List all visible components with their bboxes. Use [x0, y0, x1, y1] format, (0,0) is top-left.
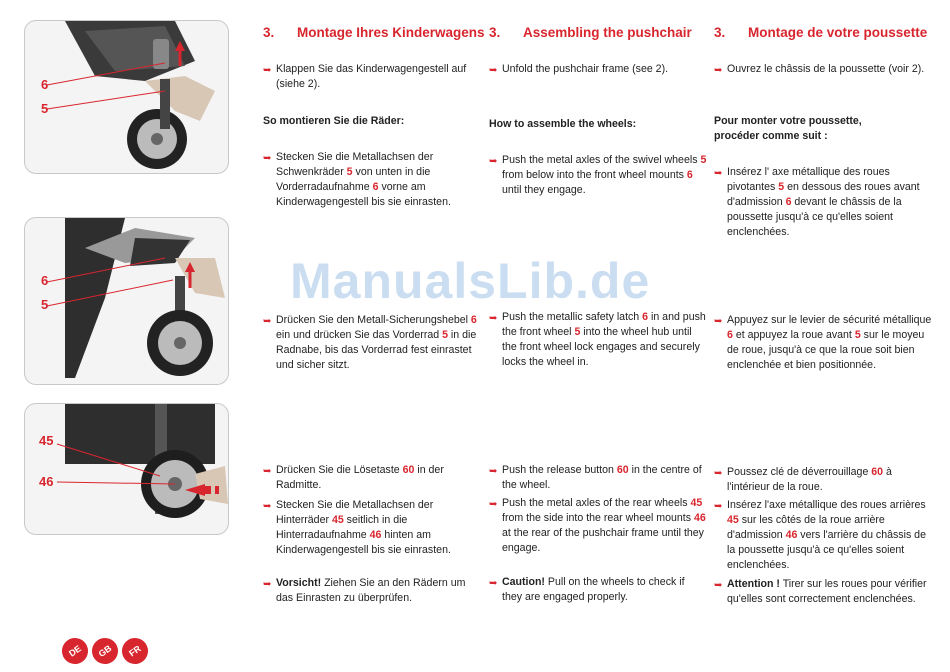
language-badge-fr: FR: [117, 633, 153, 669]
arrow-icon: ➥: [714, 501, 723, 512]
step-rear-axles: ➥ Insérez l'axe métallique des roues arrières 45 sur les côtés de la roue arrière d'admission 46 vers l'arrière du châssis de la poussette jusqu'à ce qu'elles soient enclenchées.: [714, 499, 926, 571]
step-rear-axles: ➥ Push the metal axles of the rear wheels 45 from the side into the rear wheel mounts 46 at the rear of the pushchair frame until they engage.: [489, 497, 706, 554]
photo-front-wheel-latch: [24, 217, 229, 385]
section-number: 3.: [489, 25, 501, 40]
callout-46: 46: [39, 474, 54, 489]
step-rear-axles: ➥ Stecken Sie die Metallachsen der Hinterräder 45 seitlich in die Hinterradaufnahme 46 hinten am Kinderwagengestell bis sie einrasten.: [263, 499, 451, 556]
step-release-button: ➥ Poussez clé de déverrouillage 60 à l'intérieur de la roue.: [714, 466, 892, 493]
step-caution: ➥ Caution! Pull on the wheels to check if they are engaged properly.: [489, 576, 685, 603]
language-badge-gb: GB: [87, 633, 123, 669]
section-heading: [263, 24, 483, 60]
arrow-icon: ➥: [489, 466, 498, 477]
arrow-icon: ➥: [489, 65, 498, 76]
photo-rear-wheel: [24, 403, 229, 535]
step-safety-latch: ➥ Appuyez sur le levier de sécurité métallique 6 et appuyez la roue avant 5 sur le moyeu de roue, jusqu'à ce que la roue soit bien enclenchée et bien positionnée.: [714, 314, 932, 371]
arrow-icon: ➥: [263, 501, 272, 512]
subheading: How to assemble the wheels:: [489, 118, 637, 130]
arrow-icon: ➥: [714, 316, 723, 327]
callout-45: 45: [39, 433, 54, 448]
subheading: Pour monter votre poussette, procéder comme suit :: [714, 115, 862, 142]
arrow-icon: ➥: [714, 468, 723, 479]
callout-6: 6: [41, 273, 49, 288]
section-title: Montage de votre poussette: [748, 25, 928, 40]
step-front-axles: ➥ Insérez l' axe métallique des roues pivotantes 5 en dessous des roues avant d'admission 6 devant le châssis de la poussette jusqu'à ce qu'elles soient enclenchées.: [714, 166, 920, 238]
section-heading: [489, 24, 709, 60]
section-title: Montage Ihres Kinderwagens: [297, 25, 485, 40]
photo-front-wheel-mount: [24, 20, 229, 174]
arrow-icon: ➥: [263, 579, 272, 590]
arrow-icon: ➥: [714, 168, 723, 179]
arrow-icon: ➥: [263, 316, 272, 327]
watermark: ManualsLib.de: [290, 253, 651, 309]
arrow-icon: ➥: [714, 65, 723, 76]
step-front-axles: ➥ Push the metal axles of the swivel wheels 5 from below into the front wheel mounts 6 until they engage.: [489, 154, 707, 196]
arrow-icon: ➥: [714, 580, 723, 591]
arrow-icon: ➥: [489, 578, 498, 589]
language-badge-de: DE: [57, 633, 93, 669]
step-unfold: ➥ Klappen Sie das Kinderwagengestell auf (siehe 2).: [263, 63, 467, 90]
section-number: 3.: [263, 25, 275, 40]
arrow-icon: ➥: [263, 153, 272, 164]
step-unfold: ➥ Unfold the pushchair frame (see 2).: [489, 63, 669, 76]
step-caution: ➥ Attention ! Tirer sur les roues pour vérifier qu'elles sont correctement enclenchées.: [714, 578, 927, 605]
language-badges: [62, 638, 148, 664]
step-safety-latch: ➥ Push the metallic safety latch 6 in and push the front wheel 5 into the wheel hub until the front wheel lock engages and securely locks the wheel in.: [489, 311, 706, 368]
arrow-icon: ➥: [489, 313, 498, 324]
section-number: 3.: [714, 25, 726, 40]
callout-5: 5: [41, 101, 49, 116]
step-release-button: ➥ Drücken Sie die Lösetaste 60 in der Radmitte.: [263, 464, 444, 491]
arrow-icon: ➥: [489, 156, 498, 167]
step-unfold: ➥ Ouvrez le châssis de la poussette (voir 2).: [714, 63, 925, 76]
step-release-button: ➥ Push the release button 60 in the centre of the wheel.: [489, 464, 702, 491]
section-heading: [714, 24, 934, 60]
step-front-axles: ➥ Stecken Sie die Metallachsen der Schwenkräder 5 von unten in die Vorderradaufnahme 6 vorne am Kinderwagengestell bis sie einrasten.: [263, 151, 451, 208]
step-safety-latch: ➥ Drücken Sie den Metall-Sicherungshebel 6 ein und drücken Sie das Vorderrad 5 in die Radnabe, bis das Vorderrad fest einrastet und sicher sitzt.: [263, 314, 477, 371]
step-caution: ➥ Vorsicht! Ziehen Sie an den Rädern um das Einrasten zu überprüfen.: [263, 577, 466, 604]
section-title: Assembling the pushchair: [523, 25, 692, 40]
callout-5: 5: [41, 297, 49, 312]
arrow-icon: ➥: [263, 466, 272, 477]
subheading: So montieren Sie die Räder:: [263, 115, 405, 127]
arrow-icon: ➥: [263, 65, 272, 76]
callout-6: 6: [41, 77, 49, 92]
arrow-icon: ➥: [489, 499, 498, 510]
